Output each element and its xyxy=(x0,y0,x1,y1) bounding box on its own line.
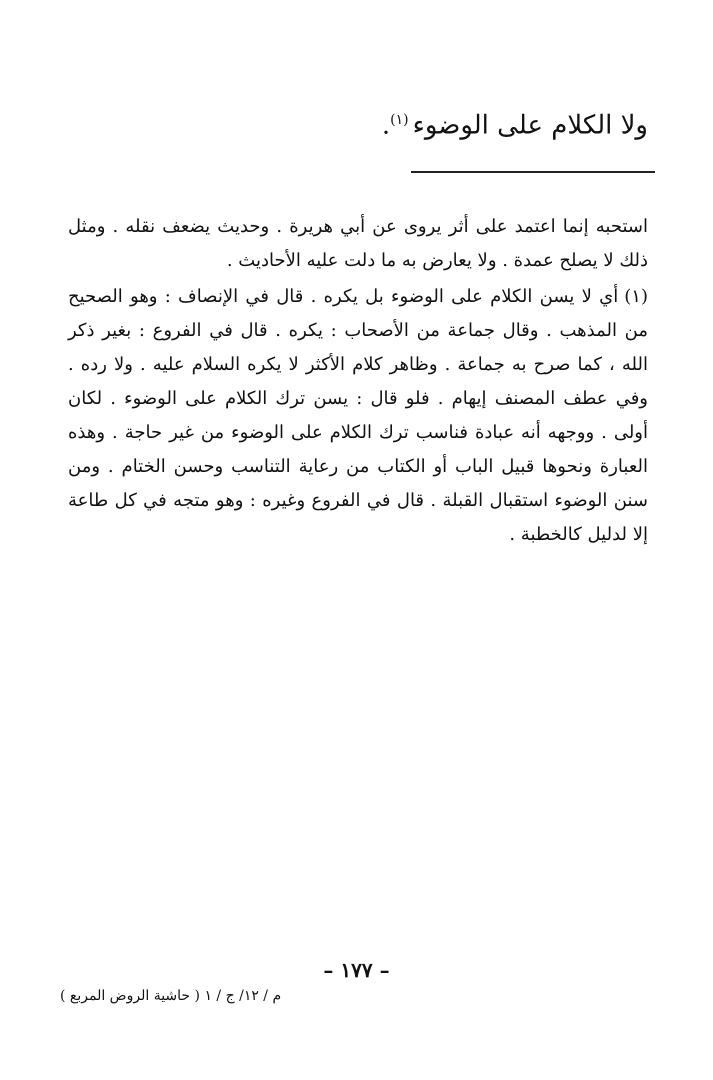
heading-text: ولا الكلام على الوضوء xyxy=(412,110,648,141)
footnote-separator-rule xyxy=(411,171,655,173)
footnote-text: أي لا يسن الكلام على الوضوء بل يكره . قال في الإنصاف : وهو الصحيح من المذهب . وقال جماعة من الأصحاب : يكره . قال في الفروع : بغير ذكر الله ، كما صرح به جماعة . وظاهر كلام الأكثر لا يكره السلام عليه . ولا رده . وفي عطف المصنف إيهام . فلو قال : يسن ترك الكلام على الوضوء . لكان أولى . ووجهه أنه عبادة فناسب ترك الكلام على الوضوء من غير حاجة . وهذه العبارة ونحوها قبيل الباب أو الكتاب من رعاية التناسب وحسن الختام . ومن سنن الوضوء استقبال القبلة . قال في الفروع وغيره : وهو متجه في كل طاعة إلا لدليل كالخطبة . xyxy=(68,286,648,545)
heading-trailing-dot: . xyxy=(381,110,391,141)
footnote-paragraph xyxy=(68,280,648,552)
print-signature: م / ١٢/ ج / ١ ( حاشية الروض المربع ) xyxy=(60,988,282,1004)
footnote-number: (١) xyxy=(624,286,648,307)
carryover-footnote-text: استحبه إنما اعتمد على أثر يروى عن أبي هريرة . وحديث يضعف نقله . ومثل ذلك لا يصلح عمدة . ولا يعارض به ما دلت عليه الأحاديث . xyxy=(68,216,648,271)
footnote-reference: (١) xyxy=(390,112,409,128)
page-number: – ١٧٧ – xyxy=(323,958,390,982)
section-heading xyxy=(58,100,648,146)
